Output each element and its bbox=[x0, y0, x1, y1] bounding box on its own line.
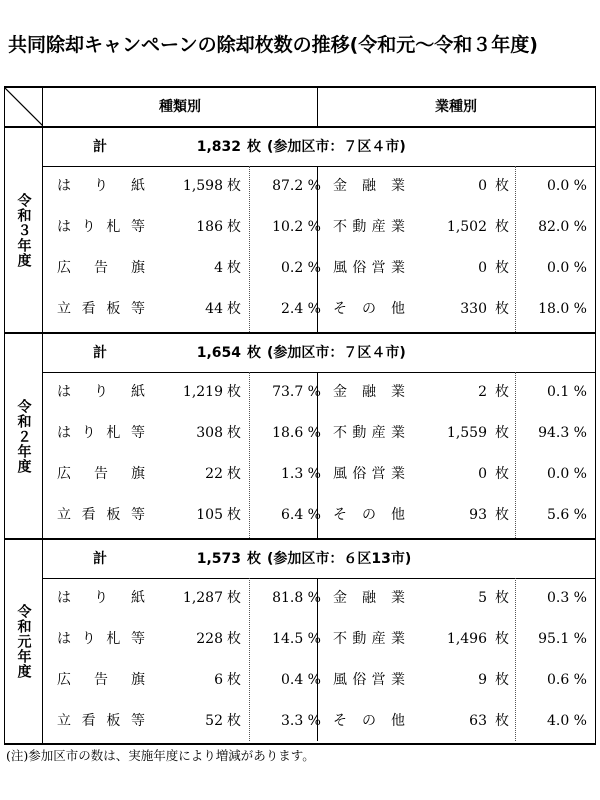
industry-percent: 18.0 % bbox=[538, 301, 587, 317]
industry-count: 5 bbox=[478, 590, 487, 606]
total-value: 1,832 bbox=[196, 139, 241, 155]
type-unit: 枚 bbox=[227, 301, 241, 317]
type-unit: 枚 bbox=[227, 672, 241, 688]
table-row bbox=[43, 454, 595, 495]
industry-percent: 95.1 % bbox=[538, 631, 587, 647]
table-row bbox=[43, 248, 595, 289]
industry-count: 2 bbox=[478, 384, 487, 400]
total-unit: 枚 bbox=[247, 551, 261, 567]
table-row bbox=[43, 289, 595, 330]
table-row bbox=[43, 701, 595, 742]
total-label: 計 bbox=[93, 139, 107, 155]
type-count: 1,598 bbox=[182, 178, 223, 194]
table-row bbox=[43, 166, 595, 207]
type-unit: 枚 bbox=[227, 631, 241, 647]
industry-label: 風俗営業 bbox=[333, 672, 405, 688]
type-unit: 枚 bbox=[227, 466, 241, 482]
industry-label: 不動産業 bbox=[333, 219, 405, 235]
year-label: 令和３年度 bbox=[15, 192, 32, 268]
type-unit: 枚 bbox=[227, 384, 241, 400]
page-title: 共同除却キャンペーンの除却枚数の推移(令和元～令和３年度) bbox=[8, 34, 538, 56]
type-count: 6 bbox=[214, 672, 223, 688]
industry-unit: 枚 bbox=[495, 301, 509, 317]
type-unit: 枚 bbox=[227, 590, 241, 606]
industry-unit: 枚 bbox=[495, 672, 509, 688]
dotted-divider bbox=[249, 372, 250, 538]
industry-unit: 枚 bbox=[495, 631, 509, 647]
type-label: 広告旗 bbox=[57, 672, 145, 688]
header-industry: 業種別 bbox=[435, 99, 477, 115]
industry-label: 金融業 bbox=[333, 178, 405, 194]
header-type: 種類別 bbox=[159, 99, 201, 115]
type-label: はり紙 bbox=[57, 178, 145, 194]
dotted-divider bbox=[515, 372, 516, 538]
total-value: 1,573 bbox=[196, 551, 241, 567]
industry-unit: 枚 bbox=[495, 425, 509, 441]
year-label-cell bbox=[5, 334, 43, 538]
industry-percent: 0.6 % bbox=[546, 672, 587, 688]
table-row bbox=[43, 413, 595, 454]
type-label: はり紙 bbox=[57, 590, 145, 606]
industry-count: 1,559 bbox=[446, 425, 487, 441]
year-label: 令和元年度 bbox=[15, 604, 32, 679]
industry-count: 93 bbox=[469, 507, 487, 523]
table-row bbox=[43, 578, 595, 619]
type-count: 186 bbox=[196, 219, 223, 235]
industry-unit: 枚 bbox=[495, 507, 509, 523]
industry-unit: 枚 bbox=[495, 219, 509, 235]
type-label: はり札等 bbox=[57, 425, 145, 441]
section-divider bbox=[317, 166, 318, 332]
type-unit: 枚 bbox=[227, 178, 241, 194]
year-label-cell bbox=[5, 540, 43, 743]
table-header bbox=[5, 88, 595, 128]
industry-unit: 枚 bbox=[495, 384, 509, 400]
type-percent: 1.3 % bbox=[280, 466, 321, 482]
industry-percent: 0.0 % bbox=[546, 466, 587, 482]
type-count: 1,219 bbox=[182, 384, 223, 400]
type-count: 105 bbox=[196, 507, 223, 523]
industry-label: 不動産業 bbox=[333, 631, 405, 647]
table-row bbox=[43, 207, 595, 248]
table-row bbox=[43, 660, 595, 701]
industry-percent: 0.1 % bbox=[546, 384, 587, 400]
total-row bbox=[43, 334, 595, 373]
footnote: (注)参加区市の数は、実施年度により増減があります。 bbox=[6, 748, 315, 763]
industry-count: 1,502 bbox=[446, 219, 487, 235]
industry-label: 金融業 bbox=[333, 590, 405, 606]
type-label: 立看板等 bbox=[57, 713, 145, 729]
removal-table bbox=[4, 86, 596, 745]
industry-percent: 5.6 % bbox=[546, 507, 587, 523]
total-value: 1,654 bbox=[196, 345, 241, 361]
dotted-divider bbox=[515, 578, 516, 741]
industry-unit: 枚 bbox=[495, 590, 509, 606]
industry-percent: 0.0 % bbox=[546, 178, 587, 194]
year-block bbox=[5, 540, 595, 743]
type-percent: 3.3 % bbox=[280, 713, 321, 729]
total-label: 計 bbox=[93, 551, 107, 567]
total-row bbox=[43, 540, 595, 579]
type-label: 広告旗 bbox=[57, 260, 145, 276]
type-percent: 18.6 % bbox=[272, 425, 321, 441]
industry-percent: 94.3 % bbox=[538, 425, 587, 441]
type-percent: 6.4 % bbox=[280, 507, 321, 523]
type-unit: 枚 bbox=[227, 425, 241, 441]
industry-unit: 枚 bbox=[495, 713, 509, 729]
industry-count: 9 bbox=[478, 672, 487, 688]
type-unit: 枚 bbox=[227, 507, 241, 523]
dotted-divider bbox=[249, 578, 250, 741]
total-unit: 枚 bbox=[247, 345, 261, 361]
total-row bbox=[43, 128, 595, 167]
type-label: はり札等 bbox=[57, 219, 145, 235]
dotted-divider bbox=[515, 166, 516, 332]
industry-unit: 枚 bbox=[495, 178, 509, 194]
industry-unit: 枚 bbox=[495, 260, 509, 276]
type-count: 22 bbox=[205, 466, 223, 482]
type-percent: 0.2 % bbox=[280, 260, 321, 276]
table-row bbox=[43, 495, 595, 536]
type-unit: 枚 bbox=[227, 219, 241, 235]
year-block bbox=[5, 334, 595, 540]
type-label: はり紙 bbox=[57, 384, 145, 400]
header-corner bbox=[5, 88, 43, 126]
year-label: 令和２年度 bbox=[15, 398, 32, 474]
industry-count: 0 bbox=[478, 178, 487, 194]
year-block bbox=[5, 128, 595, 334]
type-label: 立看板等 bbox=[57, 507, 145, 523]
participant-note: (参加区市：６区13市) bbox=[267, 551, 412, 567]
industry-label: その他 bbox=[333, 301, 405, 317]
industry-unit: 枚 bbox=[495, 466, 509, 482]
type-percent: 73.7 % bbox=[272, 384, 321, 400]
type-count: 308 bbox=[196, 425, 223, 441]
industry-label: その他 bbox=[333, 713, 405, 729]
type-count: 52 bbox=[205, 713, 223, 729]
type-unit: 枚 bbox=[227, 713, 241, 729]
industry-percent: 0.3 % bbox=[546, 590, 587, 606]
industry-label: その他 bbox=[333, 507, 405, 523]
industry-percent: 0.0 % bbox=[546, 260, 587, 276]
type-percent: 14.5 % bbox=[272, 631, 321, 647]
type-count: 4 bbox=[214, 260, 223, 276]
type-percent: 81.8 % bbox=[272, 590, 321, 606]
total-label: 計 bbox=[93, 345, 107, 361]
type-count: 44 bbox=[205, 301, 223, 317]
industry-label: 不動産業 bbox=[333, 425, 405, 441]
total-unit: 枚 bbox=[247, 139, 261, 155]
industry-label: 金融業 bbox=[333, 384, 405, 400]
section-divider bbox=[317, 578, 318, 741]
diagonal-line bbox=[5, 88, 43, 126]
type-count: 1,287 bbox=[182, 590, 223, 606]
type-label: 立看板等 bbox=[57, 301, 145, 317]
type-count: 228 bbox=[196, 631, 223, 647]
table-row bbox=[43, 619, 595, 660]
industry-count: 1,496 bbox=[446, 631, 487, 647]
type-label: 広告旗 bbox=[57, 466, 145, 482]
table-row bbox=[43, 372, 595, 413]
type-percent: 87.2 % bbox=[272, 178, 321, 194]
type-percent: 10.2 % bbox=[272, 219, 321, 235]
type-unit: 枚 bbox=[227, 260, 241, 276]
type-percent: 2.4 % bbox=[280, 301, 321, 317]
industry-percent: 82.0 % bbox=[538, 219, 587, 235]
dotted-divider bbox=[249, 166, 250, 332]
year-label-cell bbox=[5, 128, 43, 332]
industry-percent: 4.0 % bbox=[546, 713, 587, 729]
industry-count: 0 bbox=[478, 260, 487, 276]
participant-note: (参加区市：７区４市) bbox=[267, 139, 406, 155]
section-divider bbox=[317, 372, 318, 538]
industry-count: 63 bbox=[469, 713, 487, 729]
type-percent: 0.4 % bbox=[280, 672, 321, 688]
industry-label: 風俗営業 bbox=[333, 466, 405, 482]
participant-note: (参加区市：７区４市) bbox=[267, 345, 406, 361]
industry-label: 風俗営業 bbox=[333, 260, 405, 276]
industry-count: 330 bbox=[460, 301, 487, 317]
industry-count: 0 bbox=[478, 466, 487, 482]
type-label: はり札等 bbox=[57, 631, 145, 647]
